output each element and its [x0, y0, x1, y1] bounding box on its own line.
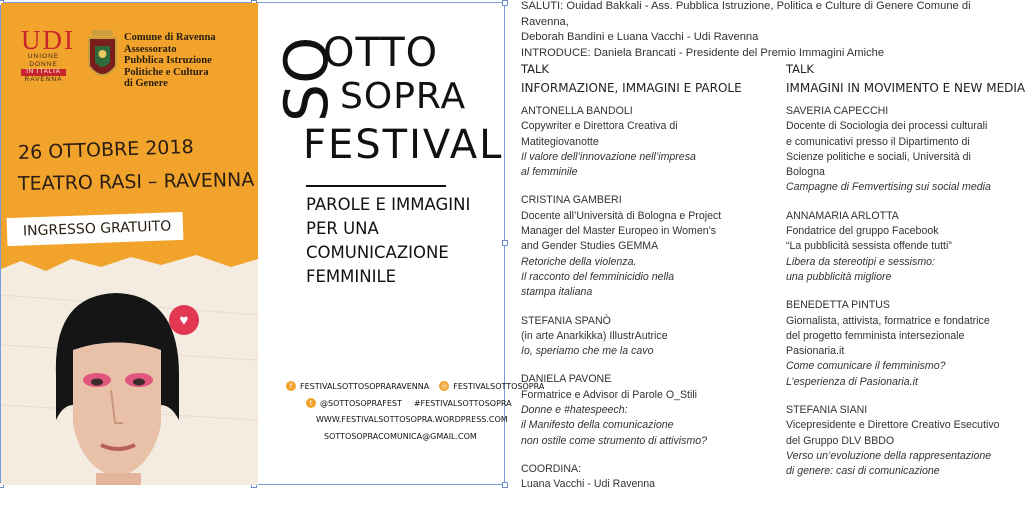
speaker-role: Bologna [786, 166, 825, 179]
festival-title-sopra: SOPRA [340, 76, 467, 117]
talk-label: TALK [521, 62, 549, 76]
speaker-topic: di genere: casi di comunicazione [786, 465, 940, 478]
portrait-illustration [1, 255, 258, 485]
speaker-role: Docente all’Università di Bologna e Project [521, 209, 722, 222]
subtitle-line: FEMMINILE [306, 267, 397, 286]
speaker-name: CRISTINA GAMBERI [521, 194, 622, 207]
speaker-entry [521, 104, 771, 180]
social-row [286, 381, 545, 391]
speaker-topic: il Manifesto della comunicazione [521, 419, 674, 432]
speaker-entry [521, 193, 771, 300]
speaker-role: (in arte Anarkikka) IllustrAutrice [521, 329, 668, 342]
intro-line: Deborah Bandini e Luana Vacchi - Udi Ravenna [521, 31, 759, 43]
talk-title: IMMAGINI IN MOVIMENTO E NEW MEDIA [786, 81, 1026, 95]
subtitle-line: PER UNA [306, 219, 379, 238]
facebook-handle: FESTIVALSOTTOSOPRARAVENNA [300, 381, 430, 391]
speaker-role: e comunicativi presso il Dipartimento di [786, 135, 970, 148]
speaker-entry [786, 104, 1032, 196]
speaker-name: BENEDETTA PINTUS [786, 299, 890, 312]
resize-handle-top-right[interactable] [502, 0, 508, 6]
resize-handle-bottom-right[interactable] [502, 482, 508, 488]
speaker-name: ANTONELLA BANDOLI [521, 105, 633, 117]
comune-line: Comune di Ravenna [124, 32, 216, 43]
speaker-role: Matitegiovanotte [521, 135, 599, 148]
udi-line: DONNE [29, 61, 58, 68]
website-link: WWW.FESTIVALSOTTOSOPRA.WORDPRESS.COM [316, 415, 508, 424]
speaker-name: STEFANIA SPANÒ [521, 314, 611, 327]
speaker-entry [521, 372, 771, 448]
talk-title: INFORMAZIONE, IMMAGINI E PAROLE [521, 81, 742, 95]
coordinator-name: Luana Vacchi - Udi Ravenna [521, 478, 656, 491]
speaker-topic: Il valore dell’innovazione nell’impresa [521, 150, 696, 163]
social-row [286, 398, 512, 408]
talk-label: TALK [786, 62, 814, 76]
poster-panel [1, 3, 258, 485]
speaker-name: ANNAMARIA ARLOTTA [786, 209, 899, 222]
comune-line: di Genere [124, 78, 168, 89]
speaker-topic: stampa italiana [521, 286, 593, 299]
instagram-icon: ◎ [441, 382, 448, 390]
social-links [286, 381, 545, 449]
free-entry-label: INGRESSO GRATUITO [7, 212, 184, 246]
title-divider [306, 185, 446, 187]
speaker-role: Pasionaria.it [786, 345, 845, 358]
udi-logo-text: UDI [21, 25, 75, 55]
speaker-name: STEFANIA SIANI [786, 404, 868, 417]
speaker-role: Fondatrice del gruppo Facebook [786, 225, 939, 238]
speaker-role: “La pubblicità sessista offende tutti” [786, 240, 952, 253]
speaker-entry [521, 314, 771, 360]
speaker-role: and Gender Studies GEMMA [521, 240, 659, 253]
event-date: 26 OTTOBRE 2018 [17, 135, 194, 165]
instagram-handle: FESTIVALSOTTOSOPRA [453, 381, 545, 391]
email-address: SOTTOSOPRACOMUNICA@GMAIL.COM [324, 432, 477, 441]
udi-logo [21, 25, 75, 84]
coordinator-entry [521, 462, 771, 493]
festival-title-so: SO [272, 36, 342, 122]
comune-block [124, 32, 249, 90]
speaker-role: del progetto femminista intersezionale [786, 329, 965, 342]
twitter-icon: t [306, 398, 316, 408]
speaker-topic: una pubblicità migliore [786, 270, 892, 283]
festival-subtitle [306, 193, 470, 289]
speaker-role: Docente di Sociologia dei processi culturali [786, 120, 988, 133]
facebook-icon: f [286, 381, 296, 391]
festival-title-otto: OTTO [323, 30, 439, 76]
heart-icon: ♥ [169, 305, 199, 335]
comune-line: Pubblica Istruzione [124, 55, 212, 66]
event-venue: TEATRO RASI – RAVENNA [17, 168, 255, 196]
festival-title-festival: FESTIVAL [303, 122, 504, 168]
speaker-entry [786, 403, 1032, 479]
comune-line: Politiche e Cultura [124, 66, 209, 78]
udi-line: IN ITALIA [21, 69, 66, 76]
speaker-topic: Verso un’evoluzione della rappresentazione [786, 449, 992, 462]
udi-line: UNIONE [27, 53, 60, 60]
program-intro [521, 0, 1021, 61]
speaker-topic: Donne e #hatespeech: [521, 404, 628, 417]
comune-line: Assessorato [124, 43, 177, 55]
ravenna-crest-icon [86, 28, 119, 86]
speaker-topic: Il racconto del femminicidio nella [521, 270, 675, 283]
hashtag: #FESTIVALSOTTOSOPRA [413, 398, 512, 408]
speaker-role: Vicepresidente e Direttore Creativo Esecutivo [786, 419, 1000, 432]
speaker-topic: Io, speriamo che me la cavo [521, 345, 654, 358]
speaker-role: Formatrice e Advisor di Parole O_Stili [521, 388, 698, 401]
talk-column-right [786, 62, 1032, 493]
speaker-role: Manager del Master Europeo in Women’s [521, 225, 717, 238]
intro-line: SALUTI: Ouidad Bakkali - Ass. Pubblica Istruzione, Politica e Culture di Genere Comune di Ravenna, [521, 0, 971, 28]
subtitle-line: PAROLE E IMMAGINI [306, 195, 471, 214]
speaker-topic: Retoriche della violenza. [521, 255, 637, 268]
speaker-name: DANIELA PAVONE [521, 373, 612, 386]
twitter-handle: @SOTTOSOPRAFEST [320, 398, 402, 408]
speaker-name: SAVERIA CAPECCHI [786, 105, 889, 117]
resize-handle-middle-right[interactable] [502, 240, 508, 246]
speaker-role: Giornalista, attivista, formatrice e fondatrice [786, 314, 990, 327]
speaker-topic: Campagne di Femvertising sui social media [786, 181, 991, 194]
talk-column-left [521, 62, 771, 506]
speaker-topic: Come comunicare il femminismo? [786, 360, 946, 373]
subtitle-line: COMUNICAZIONE [306, 243, 449, 262]
speaker-role: Scienze politiche e sociali, Università di [786, 150, 971, 163]
coordinator-label: COORDINA: [521, 462, 582, 475]
speaker-topic: al femminile [521, 166, 578, 179]
speaker-entry [786, 209, 1032, 285]
intro-line: INTRODUCE: Daniela Brancati - Presidente del Premio Immagini Amiche [521, 46, 885, 59]
speaker-topic: Libera da stereotipi e sessismo: [786, 255, 935, 268]
speaker-entry [786, 298, 1032, 390]
speaker-topic: L’esperienza di Pasionaria.it [786, 375, 918, 388]
speaker-role: Copywriter e Direttora Creativa di [521, 120, 678, 133]
speaker-topic: non ostile come strumento di attivismo? [521, 434, 708, 447]
speaker-role: del Gruppo DLV BBDO [786, 434, 895, 447]
udi-line: RAVENNA [24, 76, 63, 83]
